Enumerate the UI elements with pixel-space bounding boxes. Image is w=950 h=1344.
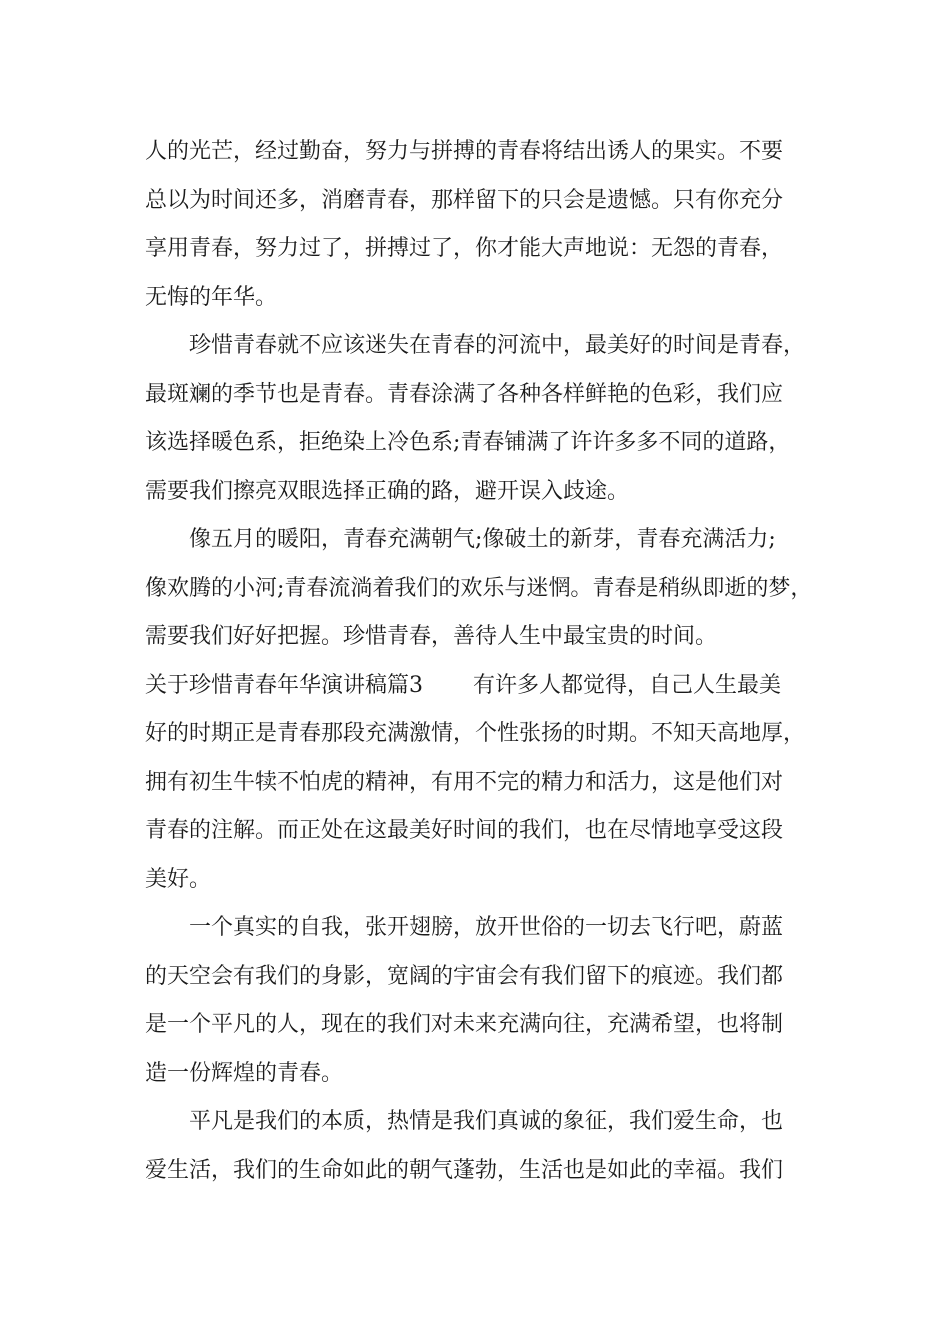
text-line: 享用青春，努力过了，拼搏过了，你才能大声地说：无怨的青春，	[145, 236, 784, 261]
paragraph-start-line: 平凡是我们的本质，热情是我们真诚的象征，我们爱生命，也	[189, 1109, 784, 1134]
text-line: 有许多人都觉得，自己人生最美	[473, 672, 782, 698]
document-body	[145, 128, 825, 1195]
text-line: 像欢腾的小河;青春流淌着我们的欢乐与迷惘。青春是稍纵即逝的梦，	[145, 575, 813, 601]
paragraph-start-line: 一个真实的自我，张开翅膀，放开世俗的一切去飞行吧，蔚蓝	[189, 915, 784, 940]
text-line: 最斑斓的季节也是青春。青春涂满了各种各样鲜艳的色彩，我们应	[145, 381, 784, 407]
paragraph-start-line: 珍惜青春就不应该迷失在青春的河流中，最美好的时间是青春，	[189, 333, 806, 358]
text-line: 美好。	[145, 866, 212, 892]
text-line: 人的光芒，经过勤奋，努力与拼搏的青春将结出诱人的果实。不要	[145, 139, 784, 164]
text-line: 需要我们擦亮双眼选择正确的路，避开误入歧途。	[145, 478, 630, 504]
section-heading-line	[145, 662, 825, 711]
paragraph-start-line: 像五月的暖阳，青春充满朝气;像破土的新芽，青春充满活力;	[189, 527, 776, 552]
text-line: 该选择暖色系，拒绝染上冷色系;青春铺满了许许多多不同的道路，	[145, 430, 791, 455]
text-line: 拥有初生牛犊不怕虎的精神，有用不完的精力和活力，这是他们对	[145, 769, 784, 795]
text-line: 造一份辉煌的青春。	[145, 1060, 344, 1086]
text-line: 总以为时间还多，消磨青春，那样留下的只会是遗憾。只有你充分	[145, 187, 784, 213]
text-line: 爱生活，我们的生命如此的朝气蓬勃，生活也是如此的幸福。我们	[145, 1157, 784, 1183]
text-line: 需要我们好好把握。珍惜青春，善待人生中最宝贵的时间。	[145, 624, 718, 649]
text-line: 无悔的年华。	[145, 284, 278, 310]
text-line: 好的时期正是青春那段充满激情，个性张扬的时期。不知天高地厚，	[145, 721, 806, 746]
section-heading: 关于珍惜青春年华演讲稿篇3	[145, 672, 423, 698]
text-line: 是一个平凡的人，现在的我们对未来充满向往，充满希望，也将制	[145, 1012, 784, 1037]
text-line: 青春的注解。而正处在这最美好时间的我们，也在尽情地享受这段	[145, 818, 784, 843]
text-line: 的天空会有我们的身影，宽阔的宇宙会有我们留下的痕迹。我们都	[145, 963, 784, 989]
